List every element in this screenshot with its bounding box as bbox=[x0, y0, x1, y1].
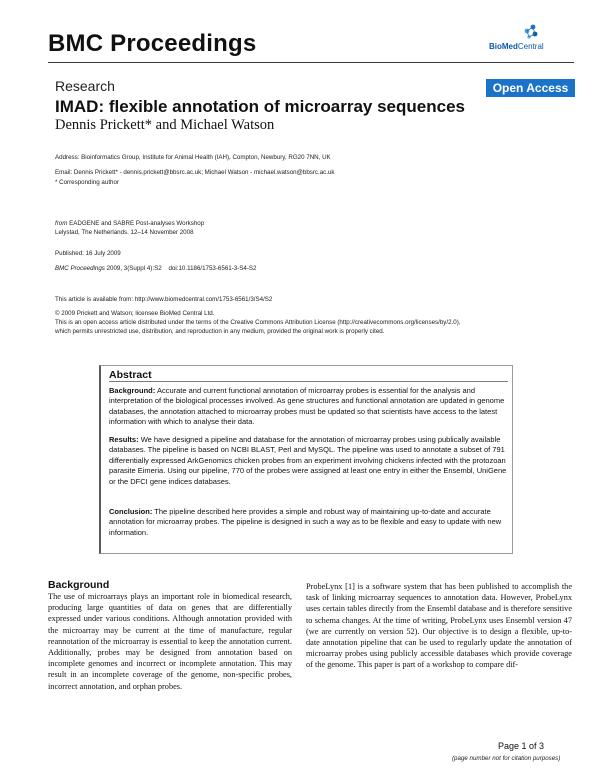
page-note: (page number not for citation purposes) bbox=[452, 755, 561, 762]
abstract-box bbox=[99, 365, 513, 554]
author-address: Address: Bioinformatics Group, Institute for Animal Health (IAH), Compton, Newbury, RG20 7NN, UK bbox=[55, 154, 331, 161]
abstract-background-label: Background: bbox=[109, 386, 156, 395]
article-title: IMAD: flexible annotation of microarray sequences bbox=[55, 97, 465, 116]
abstract-conclusion-text: The pipeline described here provides a simple and robust way of maintaining up-to-date and accurate annotation for microarray probes. The pipeline is designed in such a way as to be flexible and easy to update with new information. bbox=[109, 507, 502, 537]
license-line-2: which permits unrestricted use, distribution, and reproduction in any medium, provided the original work is properly cited. bbox=[55, 328, 385, 335]
from-workshop bbox=[55, 220, 204, 227]
article-authors: Dennis Prickett* and Michael Watson bbox=[55, 117, 275, 133]
author-email: Email: Dennis Prickett* - dennis.prickett@bbsrc.ac.uk; Michael Watson - michael.watson@bbsrc.ac.uk bbox=[55, 169, 335, 176]
from-prefix: from bbox=[55, 220, 68, 227]
biomed-logo-light: Central bbox=[517, 42, 544, 51]
page-number: Page 1 of 3 bbox=[498, 741, 545, 751]
biomed-logo-text bbox=[489, 42, 544, 51]
background-heading: Background bbox=[48, 579, 110, 591]
article-url[interactable]: This article is available from: http://www.biomedcentral.com/1753-6561/3/S4/S2 bbox=[55, 296, 273, 303]
published-date: Published: 16 July 2009 bbox=[55, 250, 121, 257]
journal-title: BMC Proceedings bbox=[48, 30, 257, 57]
corresponding-author: * Corresponding author bbox=[55, 179, 119, 186]
copyright: © 2009 Prickett and Watson; licensee BioMed Central Ltd. bbox=[55, 310, 215, 317]
biomed-central-logo bbox=[489, 22, 557, 56]
citation bbox=[55, 265, 256, 272]
abstract-background-text: Accurate and current functional annotation of microarray probes is essential for the analysis and interpretation of the biological processes involved. As gene structures and functional annotation are updated in genome databases, the annotation attached to microarray probes must be updated so that scientists have access to the latest information with which to analyse their data. bbox=[109, 386, 505, 427]
from-workshop-name: EADGENE and SABRE Post-analyses Workshop bbox=[69, 220, 205, 227]
abstract-conclusion-label: Conclusion: bbox=[109, 507, 153, 516]
from-location: Lelystad, The Netherlands. 12–14 November 2008 bbox=[55, 229, 194, 236]
citation-journal: BMC Proceedings bbox=[55, 265, 105, 272]
abstract-results-text: We have designed a pipeline and database for the annotation of microarray probes using publically available databases. The pipeline is based on NCBI BLAST, Perl and MySQL. The pipeline was used to annotate a subset of 791 differentially expressed ArkGenomics chicken probes from an experiment involving chickens infected with the protozoan parasite Eimeria. Using our pipeline, 770 of the probes were assigned at least one entry in either the Ensembl, UniGene or the DFCI gene indices databases. bbox=[109, 435, 507, 486]
biomed-logo-bold: BioMed bbox=[489, 42, 518, 51]
section-label: Research bbox=[55, 78, 115, 94]
abstract-heading: Abstract bbox=[109, 369, 152, 381]
abstract-rule bbox=[109, 381, 508, 382]
body-left-column: The use of microarrays plays an important role in biomedical research, producing large quantities of data on genes that are differentially expressed under various conditions. Although annotation provided with the microarray may be current at the time of manufacture, regular reannotation of the microarray is essential to keep the annotation current. Additionally, probes may be designed from annotation based on incomplete genomes and incorrect or incomplete annotation. This may result in an incomplete coverage of the genome, non-specific probes, incorrect annotation, and orphan probes. bbox=[48, 592, 292, 691]
citation-details: 2009, 3(Suppl 4):S2 doi:10.1186/1753-6561-3-S4-S2 bbox=[104, 265, 257, 272]
open-access-badge: Open Access bbox=[486, 79, 575, 97]
biomed-logo-icon bbox=[489, 22, 557, 42]
body-right-column: ProbeLynx [1] is a software system that has been published to accomplish the task of linking microarray sequences to annotation data. However, ProbeLynx uses certain tables directly from the Ensembl database and is therefore sensitive to schema changes. At the time of writing, ProbeLynx uses Ensembl version 47 (we are currently on version 52). Our objective is to design a flexible, up-to-date annotation pipeline that can be used to regularly update the annotation of microarray probes using publicly accessible databases which provide coverage of the genome. This paper is part of a workshop to compare dif- bbox=[306, 582, 572, 670]
header-rule bbox=[48, 62, 574, 63]
abstract-conclusion bbox=[109, 507, 507, 538]
license-line-1: This is an open access article distributed under the terms of the Creative Commons Attribution License (http://creativecommons.org/licenses/by/2.0), bbox=[55, 319, 461, 326]
abstract-results-label: Results: bbox=[109, 435, 139, 444]
abstract-background bbox=[109, 386, 507, 428]
abstract-results bbox=[109, 435, 507, 487]
